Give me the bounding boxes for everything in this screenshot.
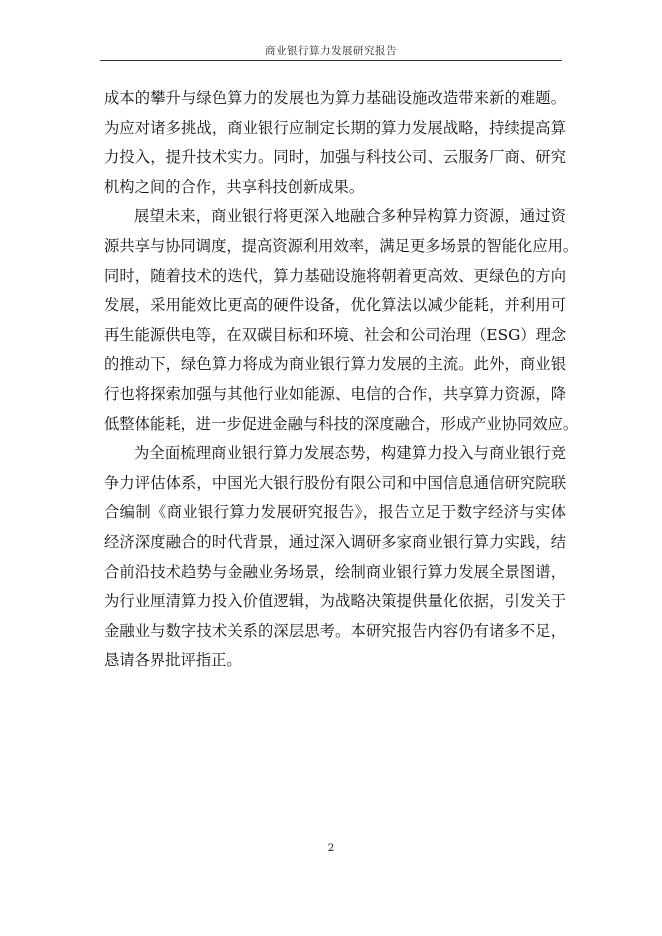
text-line: 为全面梳理商业银行算力发展态势，构建算力投入与商业银行竞 [134, 444, 566, 463]
paragraph-2 [104, 202, 579, 439]
text-line: 低整体能耗，进一步促进金融与科技的深度融合，形成产业协同效应。 [104, 414, 579, 433]
text-line: 行也将探索加强与其他行业如能源、电信的合作，共享算力资源，降 [104, 384, 566, 403]
text-line: 合编制《商业银行算力发展研究报告》，报告立足于数字经济与实体 [104, 503, 566, 522]
paragraph-1 [104, 84, 566, 202]
text-line: 恳请各界批评指正。 [104, 651, 242, 670]
text-line: 展望未来，商业银行将更深入地融合多种异构算力资源，通过资 [134, 207, 566, 226]
paragraph-3 [104, 439, 566, 676]
text-line: 为应对诸多挑战，商业银行应制定长期的算力发展战略，持续提高算 [104, 118, 566, 137]
text-line: 机构之间的合作，共享科技创新成果。 [104, 177, 365, 196]
text-line: 同时，随着技术的迭代，算力基础设施将朝着更高效、更绿色的方向 [104, 266, 566, 285]
page-number: 2 [327, 842, 335, 854]
text-line: 发展，采用能效比更高的硬件设备，优化算法以减少能耗，并利用可 [104, 296, 566, 315]
text-line: 合前沿技术趋势与金融业务场景，绘制商业银行算力发展全景图谱， [104, 562, 566, 581]
text-line: 源共享与协同调度，提高资源利用效率，满足更多场景的智能化应用。 [104, 236, 579, 255]
body-text [104, 84, 579, 676]
text-line: 再生能源供电等，在双碳目标和环境、社会和公司治理（ESG）理念 [104, 325, 567, 344]
text-line: 经济深度融合的时代背景，通过深入调研多家商业银行算力实践，结 [104, 532, 566, 551]
header-rule [100, 60, 562, 61]
text-line: 为行业厘清算力投入价值逻辑，为战略决策提供量化依据，引发关于 [104, 592, 566, 611]
text-line: 的推动下，绿色算力将成为商业银行算力发展的主流。此外，商业银 [104, 355, 566, 374]
text-line: 力投入，提升技术实力。同时，加强与科技公司、云服务厂商、研究 [104, 148, 566, 167]
text-line: 成本的攀升与绿色算力的发展也为算力基础设施改造带来新的难题。 [104, 89, 566, 107]
text-line: 争力评估体系，中国光大银行股份有限公司和中国信息通信研究院联 [104, 473, 566, 492]
text-line: 金融业与数字技术关系的深层思考。本研究报告内容仍有诸多不足， [104, 621, 566, 640]
running-header: 商业银行算力发展研究报告 [265, 45, 397, 57]
